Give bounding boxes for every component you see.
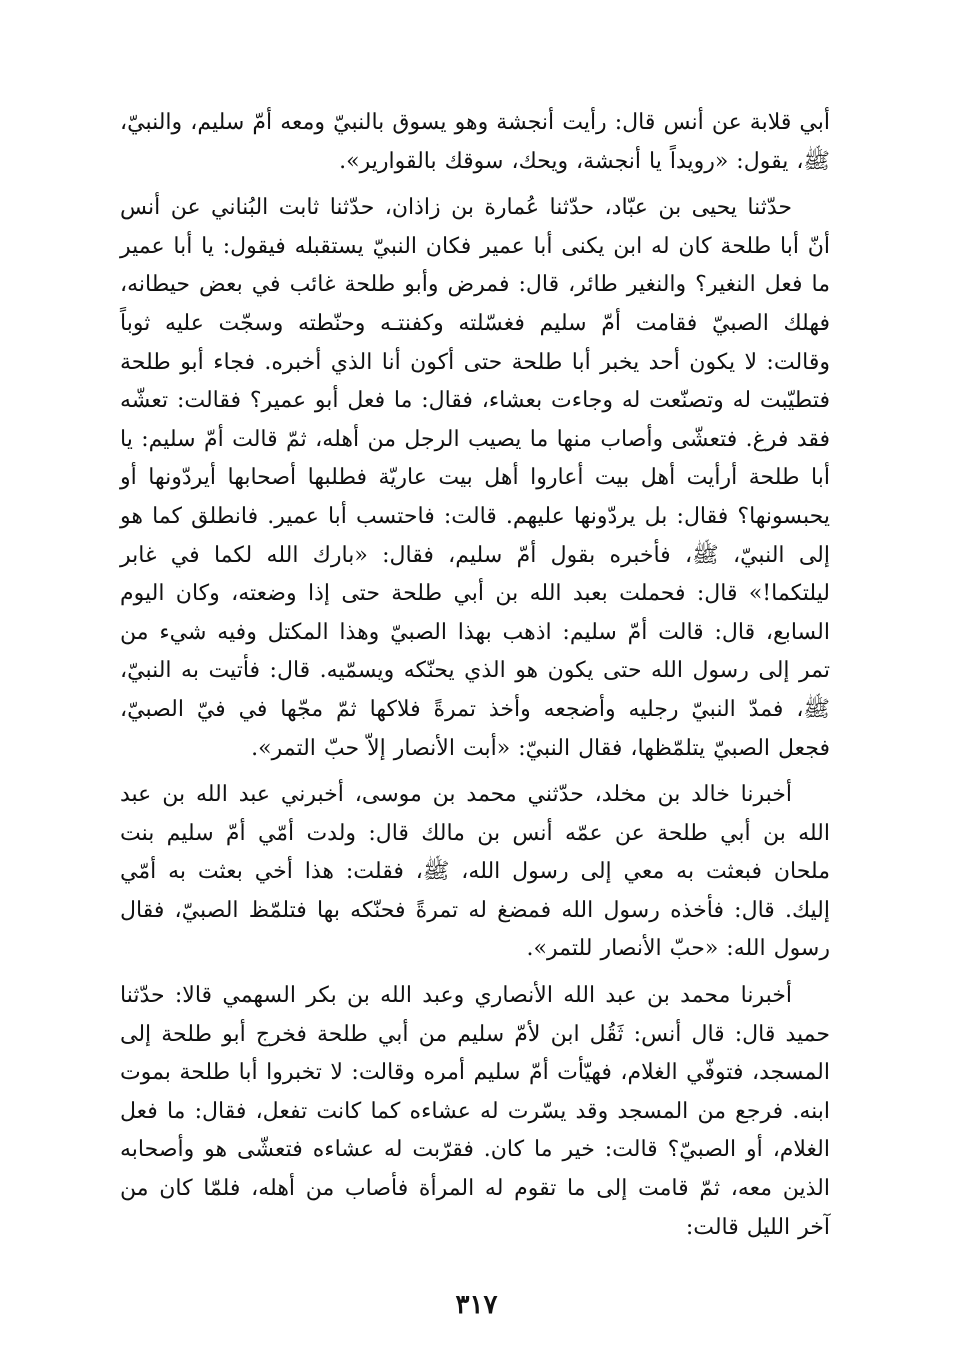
paragraph-4: أخبرنا محمد بن عبد الله الأنصاري وعبد الله بن بكر السهمي قالا: حدّثنا حميد قال: قال أنس: ثَقُل ابن لأمّ سليم من أبي طلحة فخرج أبو طلحة إلى المسجد، فتوفّي الغلام، فهيّأت أمّ سليم أمره وقالت: لا تخبروا أبا طلحة بموت ابنه. فرجع من المسجد وقد يسّرت له عشاءه كما كانت تفعل، فقال: ما فعل الغلام، أو الصبيّ؟ قالت: خير ما كان. فقرّبت له عشاءه فتعشّى هو وأصحابه الذين معه، ثمّ قامت إلى ما تقوم له المرأة فأصاب من أهله، فلمّا كان من آخر الليل قالت: bbox=[120, 983, 830, 1240]
paragraph-2: حدّثنا يحيى بن عبّاد، حدّثنا عُمارة بن زاذان، حدّثنا ثابت البُناني عن أنس أنّ أبا طلحة كان له ابن يكنى أبا عمير فكان النبيّ يستقبله فيقول: يا أبا عمير ما فعل النغير؟ والنغير طائر، قال: فمرض وأبو طلحة غائب في بعض حيطانه، فهلك الصبيّ فقامت أمّ سليم فغسّلته وكفنتـه وحنّطته وسجّت عليه ثوباً وقالت: لا يكون أحد يخبر أبا طلحة حتى أكون أنا الذي أخبره. فجاء أبو طلحة فتطيّبت له وتصنّعت له وجاءت بعشاء، فقال: ما فعل أبو عمير؟ فقالت: تعشّه فقد فرغ. فتعشّى وأصاب منها ما يصيب الرجل من أهله، ثمّ قالت أمّ سليم: يا أبا طلحة أرأيت أهل بيت أعاروا أهل بيت عاريّة فطلبها أصحابها أيردّونها أو يحبسونها؟ فقال: بل يردّونها عليهم. قالت: فاحتسب أبا عمير. فانطلق كما هو إلى النبيّ، ﷺ، فأخبره بقول أمّ سليم، فقال: «بارك الله لكما في غابر ليلتكما!» قال: فحملت بعبد الله بن أبي طلحة حتى إذا وضعته، وكان اليوم السابع، قال: قالت أمّ سليم: اذهب بهذا الصبيّ وهذا المكتل وفيه شيء من تمر إلى رسول الله حتى يكون هو الذي يحنّكه ويسمّيه. قال: فأتيت به النبيّ، ﷺ، فمدّ النبيّ رجليه وأضجعه وأخذ تمرةً فلاكها ثمّ مجّها في فيّ الصبيّ، فجعل الصبيّ يتلمّظها، فقال النبيّ: «أبت الأنصار إلاّ حبّ التمر». bbox=[120, 195, 830, 761]
page-number: ٣١٧ bbox=[455, 1290, 498, 1320]
main-text bbox=[120, 104, 830, 1247]
paragraph-1: أبي قلابة عن أنس قال: رأيت أنجشة وهو يسوق بالنبيّ ومعه أمّ سليم، والنبيّ، ﷺ، يقول: «رويداً يا أنجشة، ويحك، سوقك بالقوارير». bbox=[120, 110, 830, 174]
paragraph-3: أخبرنا خالد بن مخلد، حدّثني محمد بن موسى، أخبرني عبد الله بن عبد الله بن أبي طلحة عن عمّه أنس بن مالك قال: ولدت أمّي أمّ سليم بنت ملحان فبعثت به معي إلى رسول الله، ﷺ، فقلت: هذا أخي بعثت به أمّي إليك. قال: فأخذه رسول الله فمضغ له تمرةً فحنّكه بها فتلمّظ الصبيّ، فقال رسول الله: «حبّ الأنصار للتمر». bbox=[120, 782, 830, 962]
